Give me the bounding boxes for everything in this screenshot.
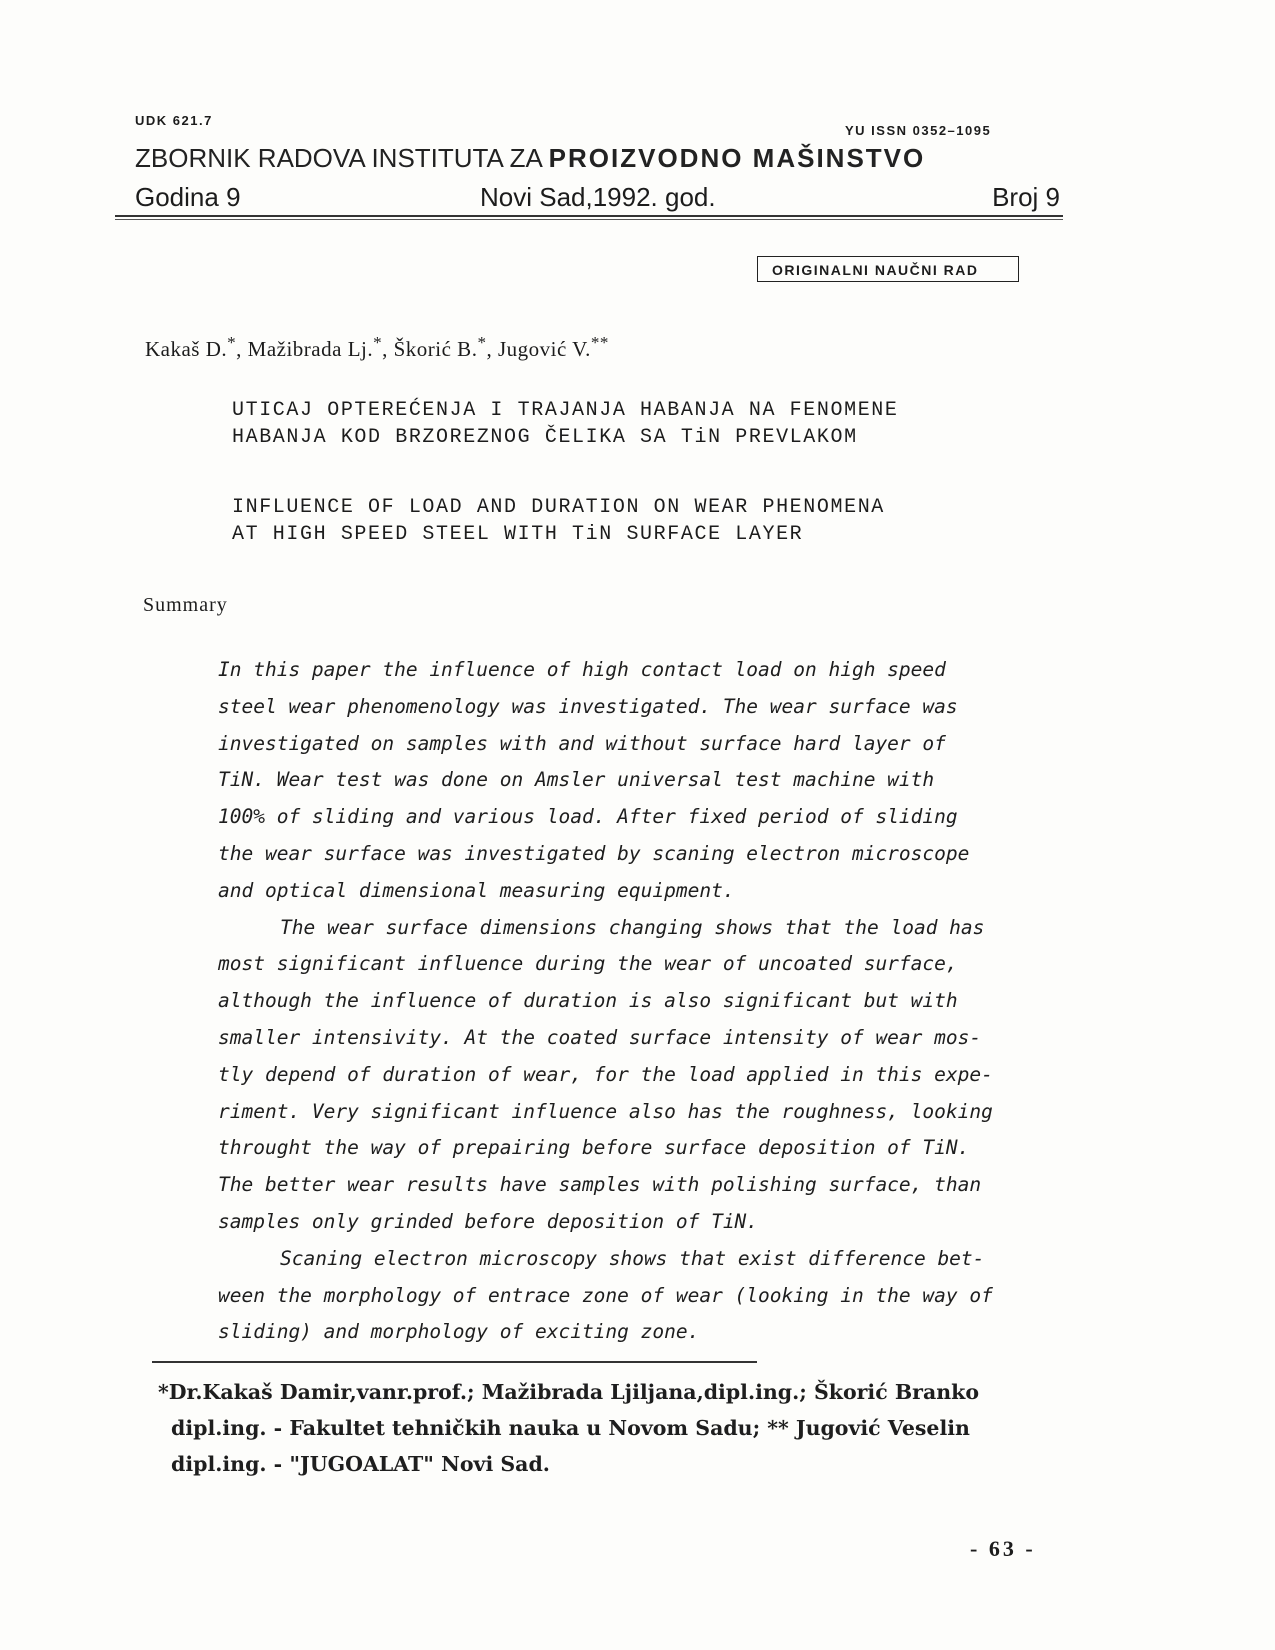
summary-text xyxy=(218,652,1048,1351)
page-number: - 63 - xyxy=(970,1536,1036,1561)
footnote-line: dipl.ing. - Fakultet tehničkih nauka u Novom Sadu; ** Jugović Veselin xyxy=(171,1416,970,1440)
header-rule xyxy=(115,215,1063,217)
summary-line: although the influence of duration is also significant but with xyxy=(218,989,958,1013)
summary-line: The wear surface dimensions changing shows that the load has xyxy=(280,915,985,939)
summary-line: Scaning electron microscopy shows that exist difference bet- xyxy=(280,1246,985,1270)
summary-line: throught the way of prepairing before surface deposition of TiN. xyxy=(218,1136,970,1160)
title-line: UTICAJ OPTEREĆENJA I TRAJANJA HABANJA NA FENOMENE xyxy=(232,399,899,422)
footnote-rule xyxy=(152,1361,757,1363)
author-list: Kakaš D.*, Mažibrada Lj.*, Škorić B.*, Jugović V.** xyxy=(145,333,609,361)
author-mark: * xyxy=(227,333,237,352)
issn-number: YU ISSN 0352–1095 xyxy=(845,123,992,138)
summary-line: the wear surface was investigated by scaning electron microscope xyxy=(218,841,970,865)
footnote-line: dipl.ing. - "JUGOALAT" Novi Sad. xyxy=(171,1452,550,1476)
summary-line: smaller intensivity. At the coated surface intensity of wear mos- xyxy=(218,1025,982,1049)
summary-line: tly depend of duration of wear, for the load applied in this expe- xyxy=(218,1062,993,1086)
journal-title-bold: PROIZVODNO MAŠINSTVO xyxy=(548,143,926,173)
issue-line xyxy=(135,182,1060,214)
author: Kakaš D. xyxy=(145,337,228,361)
summary-line: In this paper the influence of high contact load on high speed xyxy=(218,658,946,681)
journal-title xyxy=(135,143,925,174)
summary-line: most significant influence during the wear of uncoated surface, xyxy=(218,952,958,976)
title-line: AT HIGH SPEED STEEL WITH TiN SURFACE LAYER xyxy=(232,523,804,546)
header-rule-thin xyxy=(115,219,1063,220)
summary-line: ween the morphology of entrace zone of wear (looking in the way of xyxy=(218,1283,993,1307)
summary-line: sliding) and morphology of exciting zone. xyxy=(218,1320,700,1344)
summary-line: TiN. Wear test was done on Amsler universal test machine with xyxy=(218,768,935,792)
issue-label: Broj 9 xyxy=(992,182,1060,212)
footnote-line: *Dr.Kakaš Damir,vanr.prof.; Mažibrada Ljiljana,dipl.ing.; Škorić Branko xyxy=(158,1380,980,1404)
summary-line: samples only grinded before deposition of TiN. xyxy=(218,1209,759,1233)
summary-line: and optical dimensional measuring equipment. xyxy=(218,878,735,902)
author-footnote xyxy=(158,1374,979,1482)
summary-line: The better wear results have samples with polishing surface, than xyxy=(218,1173,982,1197)
title-line: HABANJA KOD BRZOREZNOG ČELIKA SA TiN PREVLAKOM xyxy=(232,426,858,449)
place-date: Novi Sad,1992. god. xyxy=(480,182,716,212)
author: Škorić B. xyxy=(393,337,478,361)
author: Jugović V. xyxy=(497,337,591,361)
summary-heading: Summary xyxy=(143,594,228,616)
title-serbian xyxy=(232,397,899,451)
title-line: INFLUENCE OF LOAD AND DURATION ON WEAR PHENOMENA xyxy=(232,496,885,519)
title-english xyxy=(232,494,885,548)
author-mark: ** xyxy=(590,333,609,352)
author: Mažibrada Lj. xyxy=(247,337,374,361)
journal-title-regular: ZBORNIK RADOVA INSTITUTA ZA xyxy=(135,143,549,173)
year-label: Godina 9 xyxy=(135,182,241,212)
author-mark: * xyxy=(373,333,383,352)
summary-line: 100% of sliding and various load. After fixed period of sliding xyxy=(218,805,958,829)
paper-type-badge: ORIGINALNI NAUČNI RAD xyxy=(757,256,1019,282)
udk-code: UDK 621.7 xyxy=(135,113,213,128)
summary-line: investigated on samples with and without surface hard layer of xyxy=(218,731,946,755)
summary-line: riment. Very significant influence also has the roughness, looking xyxy=(218,1099,993,1123)
author-mark: * xyxy=(477,333,487,352)
summary-line: steel wear phenomenology was investigated. The wear surface was xyxy=(218,694,958,718)
